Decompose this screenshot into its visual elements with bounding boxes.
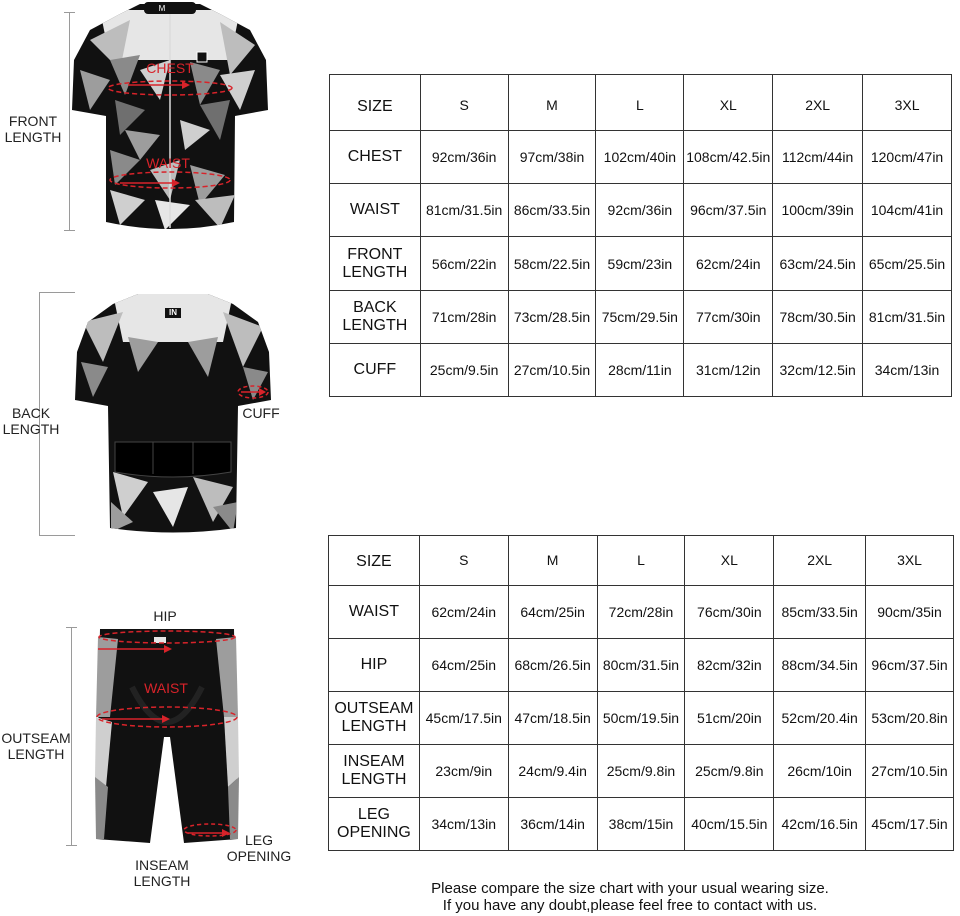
table-cell: 92cm/36in xyxy=(596,184,684,237)
row-label: INSEAM LENGTH xyxy=(329,745,420,798)
table-cell: 27cm/10.5in xyxy=(508,344,596,397)
table-header-row xyxy=(330,75,952,131)
footer-note-line-1: Please compare the size chart with your usual wearing size. xyxy=(431,880,829,897)
table-cell: 50cm/19.5in xyxy=(597,692,685,745)
table-cell: 36cm/14in xyxy=(508,798,597,851)
jersey-waist-label: WAIST xyxy=(146,155,190,171)
table-cell: 42cm/16.5in xyxy=(774,798,866,851)
table-row xyxy=(329,639,954,692)
table-cell: 26cm/10in xyxy=(774,745,866,798)
table-cell: 28cm/11in xyxy=(596,344,684,397)
table-cell: 102cm/40in xyxy=(596,131,684,184)
outseam-tick-bottom xyxy=(66,845,77,846)
table-row xyxy=(330,291,952,344)
table-cell: 25cm/9.8in xyxy=(685,745,774,798)
table-cell: 92cm/36in xyxy=(420,131,508,184)
row-label: FRONT LENGTH xyxy=(330,237,421,291)
leg-opening-label: LEG OPENING xyxy=(226,832,292,864)
table-row xyxy=(329,745,954,798)
table-cell: 82cm/32in xyxy=(685,639,774,692)
footer-note-line-2: If you have any doubt,please feel free to contact with us. xyxy=(442,897,818,914)
table-cell: 78cm/30.5in xyxy=(773,291,863,344)
table-cell: 81cm/31.5in xyxy=(420,184,508,237)
table-cell: 25cm/9.8in xyxy=(597,745,685,798)
row-label: WAIST xyxy=(330,184,421,237)
outseam-length-label: OUTSEAM LENGTH xyxy=(1,730,71,762)
shorts-illustration xyxy=(92,627,242,852)
back-length-tick-bottom xyxy=(39,535,75,536)
table-cell: 25cm/9.5in xyxy=(420,344,508,397)
table-cell: 62cm/24in xyxy=(684,237,773,291)
row-label: CUFF xyxy=(330,344,421,397)
outseam-tick-top xyxy=(66,627,77,628)
header-m: M xyxy=(508,75,596,131)
shorts-size-table xyxy=(328,535,954,851)
table-cell: 73cm/28.5in xyxy=(508,291,596,344)
table-cell: 72cm/28in xyxy=(597,586,685,639)
table-cell: 56cm/22in xyxy=(420,237,508,291)
table-row xyxy=(329,692,954,745)
back-length-tick-top xyxy=(39,292,75,293)
header-m: M xyxy=(508,536,597,586)
header-s: S xyxy=(420,75,508,131)
table-cell: 108cm/42.5in xyxy=(684,131,773,184)
header-l: L xyxy=(597,536,685,586)
chest-label: CHEST xyxy=(146,60,194,76)
table-row xyxy=(330,237,952,291)
header-l: L xyxy=(596,75,684,131)
header-xl: XL xyxy=(684,75,773,131)
table-cell: 76cm/30in xyxy=(685,586,774,639)
table-cell: 59cm/23in xyxy=(596,237,684,291)
table-row xyxy=(329,586,954,639)
header-3xl: 3XL xyxy=(863,75,952,131)
header-2xl: 2XL xyxy=(774,536,866,586)
table-cell: 34cm/13in xyxy=(863,344,952,397)
row-label: WAIST xyxy=(329,586,420,639)
table-cell: 58cm/22.5in xyxy=(508,237,596,291)
table-row xyxy=(330,184,952,237)
table-cell: 96cm/37.5in xyxy=(866,639,954,692)
table-cell: 97cm/38in xyxy=(508,131,596,184)
shorts-waist-label: WAIST xyxy=(144,680,188,696)
row-label: CHEST xyxy=(330,131,421,184)
table-cell: 81cm/31.5in xyxy=(863,291,952,344)
table-cell: 100cm/39in xyxy=(773,184,863,237)
table-cell: 120cm/47in xyxy=(863,131,952,184)
table-cell: 68cm/26.5in xyxy=(508,639,597,692)
header-xl: XL xyxy=(685,536,774,586)
table-cell: 96cm/37.5in xyxy=(684,184,773,237)
jersey-size-table xyxy=(329,74,952,397)
table-cell: 90cm/35in xyxy=(866,586,954,639)
table-cell: 85cm/33.5in xyxy=(774,586,866,639)
table-cell: 63cm/24.5in xyxy=(773,237,863,291)
table-cell: 32cm/12.5in xyxy=(773,344,863,397)
inseam-length-label: INSEAM LENGTH xyxy=(133,857,191,889)
table-cell: 52cm/20.4in xyxy=(774,692,866,745)
table-row xyxy=(330,344,952,397)
table-header-row xyxy=(329,536,954,586)
collar-size-tag: M xyxy=(158,4,166,13)
table-cell: 27cm/10.5in xyxy=(866,745,954,798)
header-3xl: 3XL xyxy=(866,536,954,586)
table-cell: 47cm/18.5in xyxy=(508,692,597,745)
front-jersey-illustration xyxy=(70,0,270,240)
table-row xyxy=(330,131,952,184)
logo-text: IN xyxy=(169,308,177,317)
table-cell: 64cm/25in xyxy=(508,586,597,639)
table-cell: 71cm/28in xyxy=(420,291,508,344)
row-label: OUTSEAM LENGTH xyxy=(329,692,420,745)
table-cell: 62cm/24in xyxy=(419,586,508,639)
table-cell: 104cm/41in xyxy=(863,184,952,237)
back-length-label: BACK LENGTH xyxy=(2,405,60,437)
table-cell: 88cm/34.5in xyxy=(774,639,866,692)
table-cell: 51cm/20in xyxy=(685,692,774,745)
table-cell: 75cm/29.5in xyxy=(596,291,684,344)
header-size: SIZE xyxy=(330,75,421,131)
table-cell: 38cm/15in xyxy=(597,798,685,851)
table-cell: 64cm/25in xyxy=(419,639,508,692)
row-label: BACK LENGTH xyxy=(330,291,421,344)
header-2xl: 2XL xyxy=(773,75,863,131)
table-cell: 112cm/44in xyxy=(773,131,863,184)
front-length-label: FRONT LENGTH xyxy=(4,113,62,145)
table-cell: 53cm/20.8in xyxy=(866,692,954,745)
table-cell: 40cm/15.5in xyxy=(685,798,774,851)
table-cell: 80cm/31.5in xyxy=(597,639,685,692)
table-cell: 24cm/9.4in xyxy=(508,745,597,798)
table-cell: 65cm/25.5in xyxy=(863,237,952,291)
table-cell: 23cm/9in xyxy=(419,745,508,798)
row-label: HIP xyxy=(329,639,420,692)
row-label: LEG OPENING xyxy=(329,798,420,851)
table-cell: 45cm/17.5in xyxy=(866,798,954,851)
table-cell: 45cm/17.5in xyxy=(419,692,508,745)
table-cell: 34cm/13in xyxy=(419,798,508,851)
table-row xyxy=(329,798,954,851)
header-size: SIZE xyxy=(329,536,420,586)
table-cell: 77cm/30in xyxy=(684,291,773,344)
header-s: S xyxy=(419,536,508,586)
table-cell: 31cm/12in xyxy=(684,344,773,397)
table-cell: 86cm/33.5in xyxy=(508,184,596,237)
hip-label: HIP xyxy=(153,608,177,624)
cuff-label: CUFF xyxy=(242,405,280,421)
